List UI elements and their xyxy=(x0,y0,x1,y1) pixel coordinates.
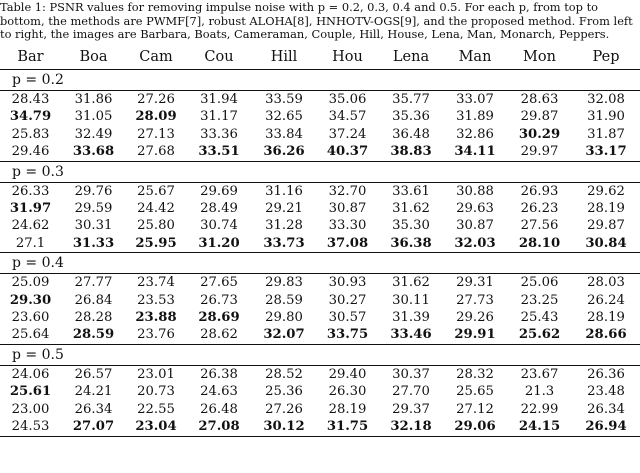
table-row xyxy=(0,235,640,253)
table-cell: 33.59 xyxy=(252,91,316,109)
table-cell: 29.76 xyxy=(61,182,126,200)
table-row xyxy=(0,309,640,326)
table-cell: 27.13 xyxy=(137,126,175,142)
table-cell: 36.26 xyxy=(263,144,305,160)
group-label-row xyxy=(0,70,640,91)
table-cell: 36.48 xyxy=(392,126,430,142)
table-cell: 33.07 xyxy=(443,91,507,109)
table-cell: 28.09 xyxy=(135,109,177,125)
table-cell: 27.26 xyxy=(126,91,186,109)
table-cell: 30.87 xyxy=(456,218,494,234)
table-cell: 31.97 xyxy=(9,201,52,217)
table-cell: 33.17 xyxy=(585,144,627,160)
table-cell: 25.80 xyxy=(137,218,175,234)
group-label-row xyxy=(0,253,640,274)
table-cell: 28.49 xyxy=(200,201,238,217)
table-cell: 31.90 xyxy=(587,109,625,125)
table-cell: 29.63 xyxy=(456,201,494,217)
table-row xyxy=(0,91,640,109)
table-cell: 29.83 xyxy=(252,274,316,292)
table-cell: 29.46 xyxy=(11,144,50,160)
table-cell: 29.80 xyxy=(265,310,303,326)
table-cell: 32.18 xyxy=(379,418,443,436)
table-cell: 24.62 xyxy=(11,218,50,234)
table-cell: 29.06 xyxy=(443,418,507,436)
table-cell: 27.08 xyxy=(186,418,252,436)
table-row xyxy=(0,143,640,161)
table-cell: 27.12 xyxy=(456,401,494,417)
table-cell: 22.55 xyxy=(137,401,175,417)
table-cell: 30.88 xyxy=(443,182,507,200)
table-cell: 29.69 xyxy=(186,182,252,200)
table-cell: 34.11 xyxy=(454,144,496,160)
column-header: Mon xyxy=(523,49,556,65)
table-cell: 27.70 xyxy=(392,384,430,400)
table-cell: 32.65 xyxy=(265,109,303,125)
table-caption: Table 1: PSNR values for removing impulse noise with p = 0.2, 0.3, 0.4 and 0.5. For each p, from top to bottom, the methods are PWMF[7], robust ALOHA[8], HNHOTV-OGS[9], and the proposed method. From left to right, the images are Barbara, Boats, Cameraman, Couple, Hill, House, Lena, Man, Monarch, Peppers. xyxy=(0,0,633,42)
table-cell: 31.05 xyxy=(74,109,113,125)
table-cell: 29.87 xyxy=(587,218,625,234)
table-cell: 31.86 xyxy=(61,91,126,109)
table-cell: 26.84 xyxy=(74,292,113,308)
table-cell: 31.62 xyxy=(392,201,430,217)
table-cell: 28.19 xyxy=(587,310,625,326)
psnr-table xyxy=(0,45,640,437)
table-cell: 28.62 xyxy=(200,327,238,343)
table-cell: 32.03 xyxy=(454,235,496,251)
table-cell: 29.26 xyxy=(456,310,494,326)
table-cell: 26.23 xyxy=(520,201,559,217)
table-cell: 30.29 xyxy=(518,126,561,142)
table-cell: 33.75 xyxy=(326,327,369,343)
table-row xyxy=(0,200,640,217)
table-cell: 31.16 xyxy=(252,182,316,200)
table-cell: 26.94 xyxy=(572,418,640,436)
column-header: Cou xyxy=(204,49,234,65)
table-cell: 30.12 xyxy=(252,418,316,436)
table-row xyxy=(0,292,640,309)
table-row xyxy=(0,217,640,234)
table-cell: 26.34 xyxy=(587,401,625,417)
table-row xyxy=(0,182,640,200)
table-cell: 30.11 xyxy=(392,292,430,308)
table-cell: 28.66 xyxy=(585,327,627,343)
table-row xyxy=(0,418,640,436)
table-cell: 30.84 xyxy=(585,235,627,251)
table-cell: 30.93 xyxy=(316,274,379,292)
table-cell: 24.21 xyxy=(74,384,113,400)
table-cell: 29.87 xyxy=(520,109,559,125)
table-cell: 28.59 xyxy=(72,327,115,343)
table-cell: 27.73 xyxy=(456,292,494,308)
table-cell: 30.31 xyxy=(74,218,113,234)
table-cell: 29.97 xyxy=(520,144,559,160)
table-cell: 29.91 xyxy=(454,327,496,343)
table-cell: 24.06 xyxy=(0,365,61,383)
column-header: Pep xyxy=(592,49,620,65)
table-row xyxy=(0,126,640,143)
table-cell: 40.37 xyxy=(326,144,369,160)
table-cell: 35.36 xyxy=(392,109,430,125)
table-cell: 33.84 xyxy=(265,126,303,142)
table-cell: 23.00 xyxy=(11,401,50,417)
table-cell: 23.88 xyxy=(135,310,177,326)
table-cell: 27.07 xyxy=(61,418,126,436)
table-cell: 32.70 xyxy=(316,182,379,200)
table-cell: 31.62 xyxy=(379,274,443,292)
table-cell: 21.3 xyxy=(524,384,555,400)
column-header: Boa xyxy=(79,49,108,65)
table-cell: 29.59 xyxy=(74,201,113,217)
table-cell: 23.01 xyxy=(126,365,186,383)
table-cell: 24.42 xyxy=(137,201,175,217)
table-cell: 26.24 xyxy=(587,292,625,308)
table-cell: 28.59 xyxy=(265,292,303,308)
table-cell: 27.77 xyxy=(61,274,126,292)
table-cell: 27.26 xyxy=(265,401,303,417)
table-cell: 22.99 xyxy=(520,401,559,417)
table-cell: 25.83 xyxy=(11,126,50,142)
table-cell: 24.15 xyxy=(507,418,572,436)
group-label-row xyxy=(0,161,640,182)
table-cell: 27.1 xyxy=(15,235,46,251)
group-label-row xyxy=(0,344,640,365)
table-cell: 25.36 xyxy=(265,384,303,400)
table-cell: 25.95 xyxy=(135,235,177,251)
table-cell: 28.19 xyxy=(328,401,367,417)
column-header: Bar xyxy=(17,49,44,65)
table-cell: 25.64 xyxy=(11,327,50,343)
table-cell: 31.20 xyxy=(198,235,240,251)
table-cell: 28.63 xyxy=(507,91,572,109)
table-cell: 30.87 xyxy=(328,201,367,217)
table-cell: 33.68 xyxy=(72,144,115,160)
table-cell: 33.36 xyxy=(200,126,238,142)
table-cell: 25.43 xyxy=(520,310,559,326)
table-cell: 25.06 xyxy=(507,274,572,292)
table-cell: 25.62 xyxy=(518,327,561,343)
table-cell: 28.03 xyxy=(572,274,640,292)
table-row xyxy=(0,365,640,383)
group-label: p = 0.3 xyxy=(0,161,640,182)
table-cell: 34.79 xyxy=(9,109,52,125)
table-cell: 25.65 xyxy=(456,384,494,400)
table-cell: 30.27 xyxy=(328,292,367,308)
table-cell: 23.67 xyxy=(507,365,572,383)
table-cell: 28.28 xyxy=(74,310,113,326)
table-cell: 27.56 xyxy=(520,218,559,234)
column-header: Lena xyxy=(392,49,430,65)
table-cell: 23.48 xyxy=(587,384,625,400)
table-cell: 33.73 xyxy=(263,235,305,251)
table-cell: 26.30 xyxy=(328,384,367,400)
table-cell: 32.49 xyxy=(74,126,113,142)
table-cell: 28.10 xyxy=(518,235,561,251)
column-header: Man xyxy=(458,49,492,65)
table-row xyxy=(0,401,640,418)
table-cell: 23.53 xyxy=(137,292,175,308)
table-row xyxy=(0,383,640,400)
table-cell: 29.30 xyxy=(9,292,52,308)
table-cell: 27.68 xyxy=(137,144,175,160)
table-cell: 23.76 xyxy=(137,327,175,343)
table-cell: 35.30 xyxy=(392,218,430,234)
column-header: Cam xyxy=(139,49,173,65)
table-cell: 31.33 xyxy=(72,235,115,251)
table-cell: 29.40 xyxy=(316,365,379,383)
table-cell: 33.51 xyxy=(198,144,240,160)
table-cell: 29.37 xyxy=(392,401,430,417)
table-cell: 26.48 xyxy=(200,401,238,417)
table-cell: 29.21 xyxy=(265,201,303,217)
table-cell: 36.38 xyxy=(390,235,432,251)
table-cell: 28.69 xyxy=(198,310,240,326)
table-cell: 26.93 xyxy=(507,182,572,200)
table-cell: 24.63 xyxy=(200,384,238,400)
table-cell: 26.57 xyxy=(61,365,126,383)
table-cell: 28.43 xyxy=(0,91,61,109)
table-cell: 31.89 xyxy=(456,109,494,125)
table-cell: 26.38 xyxy=(186,365,252,383)
group-label: p = 0.4 xyxy=(0,253,640,274)
table-cell: 26.34 xyxy=(74,401,113,417)
table-cell: 25.61 xyxy=(9,384,52,400)
table-row xyxy=(0,108,640,125)
table-cell: 20.73 xyxy=(137,384,175,400)
column-header: Hill xyxy=(270,49,298,65)
table-cell: 30.57 xyxy=(328,310,367,326)
table-cell: 28.19 xyxy=(587,201,625,217)
table-cell: 34.57 xyxy=(328,109,367,125)
table-cell: 31.94 xyxy=(186,91,252,109)
table-cell: 26.73 xyxy=(200,292,238,308)
table-cell: 32.86 xyxy=(456,126,494,142)
table-cell: 37.08 xyxy=(326,235,369,251)
group-label: p = 0.5 xyxy=(0,344,640,365)
table-cell: 32.07 xyxy=(263,327,305,343)
table-cell: 25.09 xyxy=(0,274,61,292)
table-cell: 33.61 xyxy=(379,182,443,200)
table-cell: 31.87 xyxy=(587,126,625,142)
table-cell: 23.60 xyxy=(11,310,50,326)
table-cell: 28.32 xyxy=(443,365,507,383)
table-cell: 25.67 xyxy=(126,182,186,200)
group-label: p = 0.2 xyxy=(0,70,640,91)
table-cell: 30.37 xyxy=(379,365,443,383)
column-header-row xyxy=(0,45,640,70)
table-cell: 23.25 xyxy=(520,292,559,308)
table-cell: 31.39 xyxy=(392,310,430,326)
table-cell: 38.83 xyxy=(390,144,432,160)
table-cell: 31.17 xyxy=(200,109,238,125)
table-cell: 30.74 xyxy=(200,218,238,234)
table-row xyxy=(0,326,640,344)
table-cell: 28.52 xyxy=(252,365,316,383)
table-cell: 35.77 xyxy=(379,91,443,109)
table-cell: 23.04 xyxy=(126,418,186,436)
table-cell: 27.65 xyxy=(186,274,252,292)
table-cell: 26.33 xyxy=(0,182,61,200)
table-cell: 31.75 xyxy=(316,418,379,436)
table-cell: 32.08 xyxy=(572,91,640,109)
table-cell: 24.53 xyxy=(0,418,61,436)
table-cell: 29.62 xyxy=(572,182,640,200)
table-cell: 35.06 xyxy=(316,91,379,109)
table-row xyxy=(0,274,640,292)
table-cell: 37.24 xyxy=(328,126,367,142)
table-cell: 26.36 xyxy=(572,365,640,383)
column-header: Hou xyxy=(332,49,363,65)
table-cell: 33.46 xyxy=(390,327,432,343)
table-cell: 23.74 xyxy=(126,274,186,292)
table-cell: 29.31 xyxy=(443,274,507,292)
table-cell: 31.28 xyxy=(265,218,303,234)
table-cell: 33.30 xyxy=(328,218,367,234)
